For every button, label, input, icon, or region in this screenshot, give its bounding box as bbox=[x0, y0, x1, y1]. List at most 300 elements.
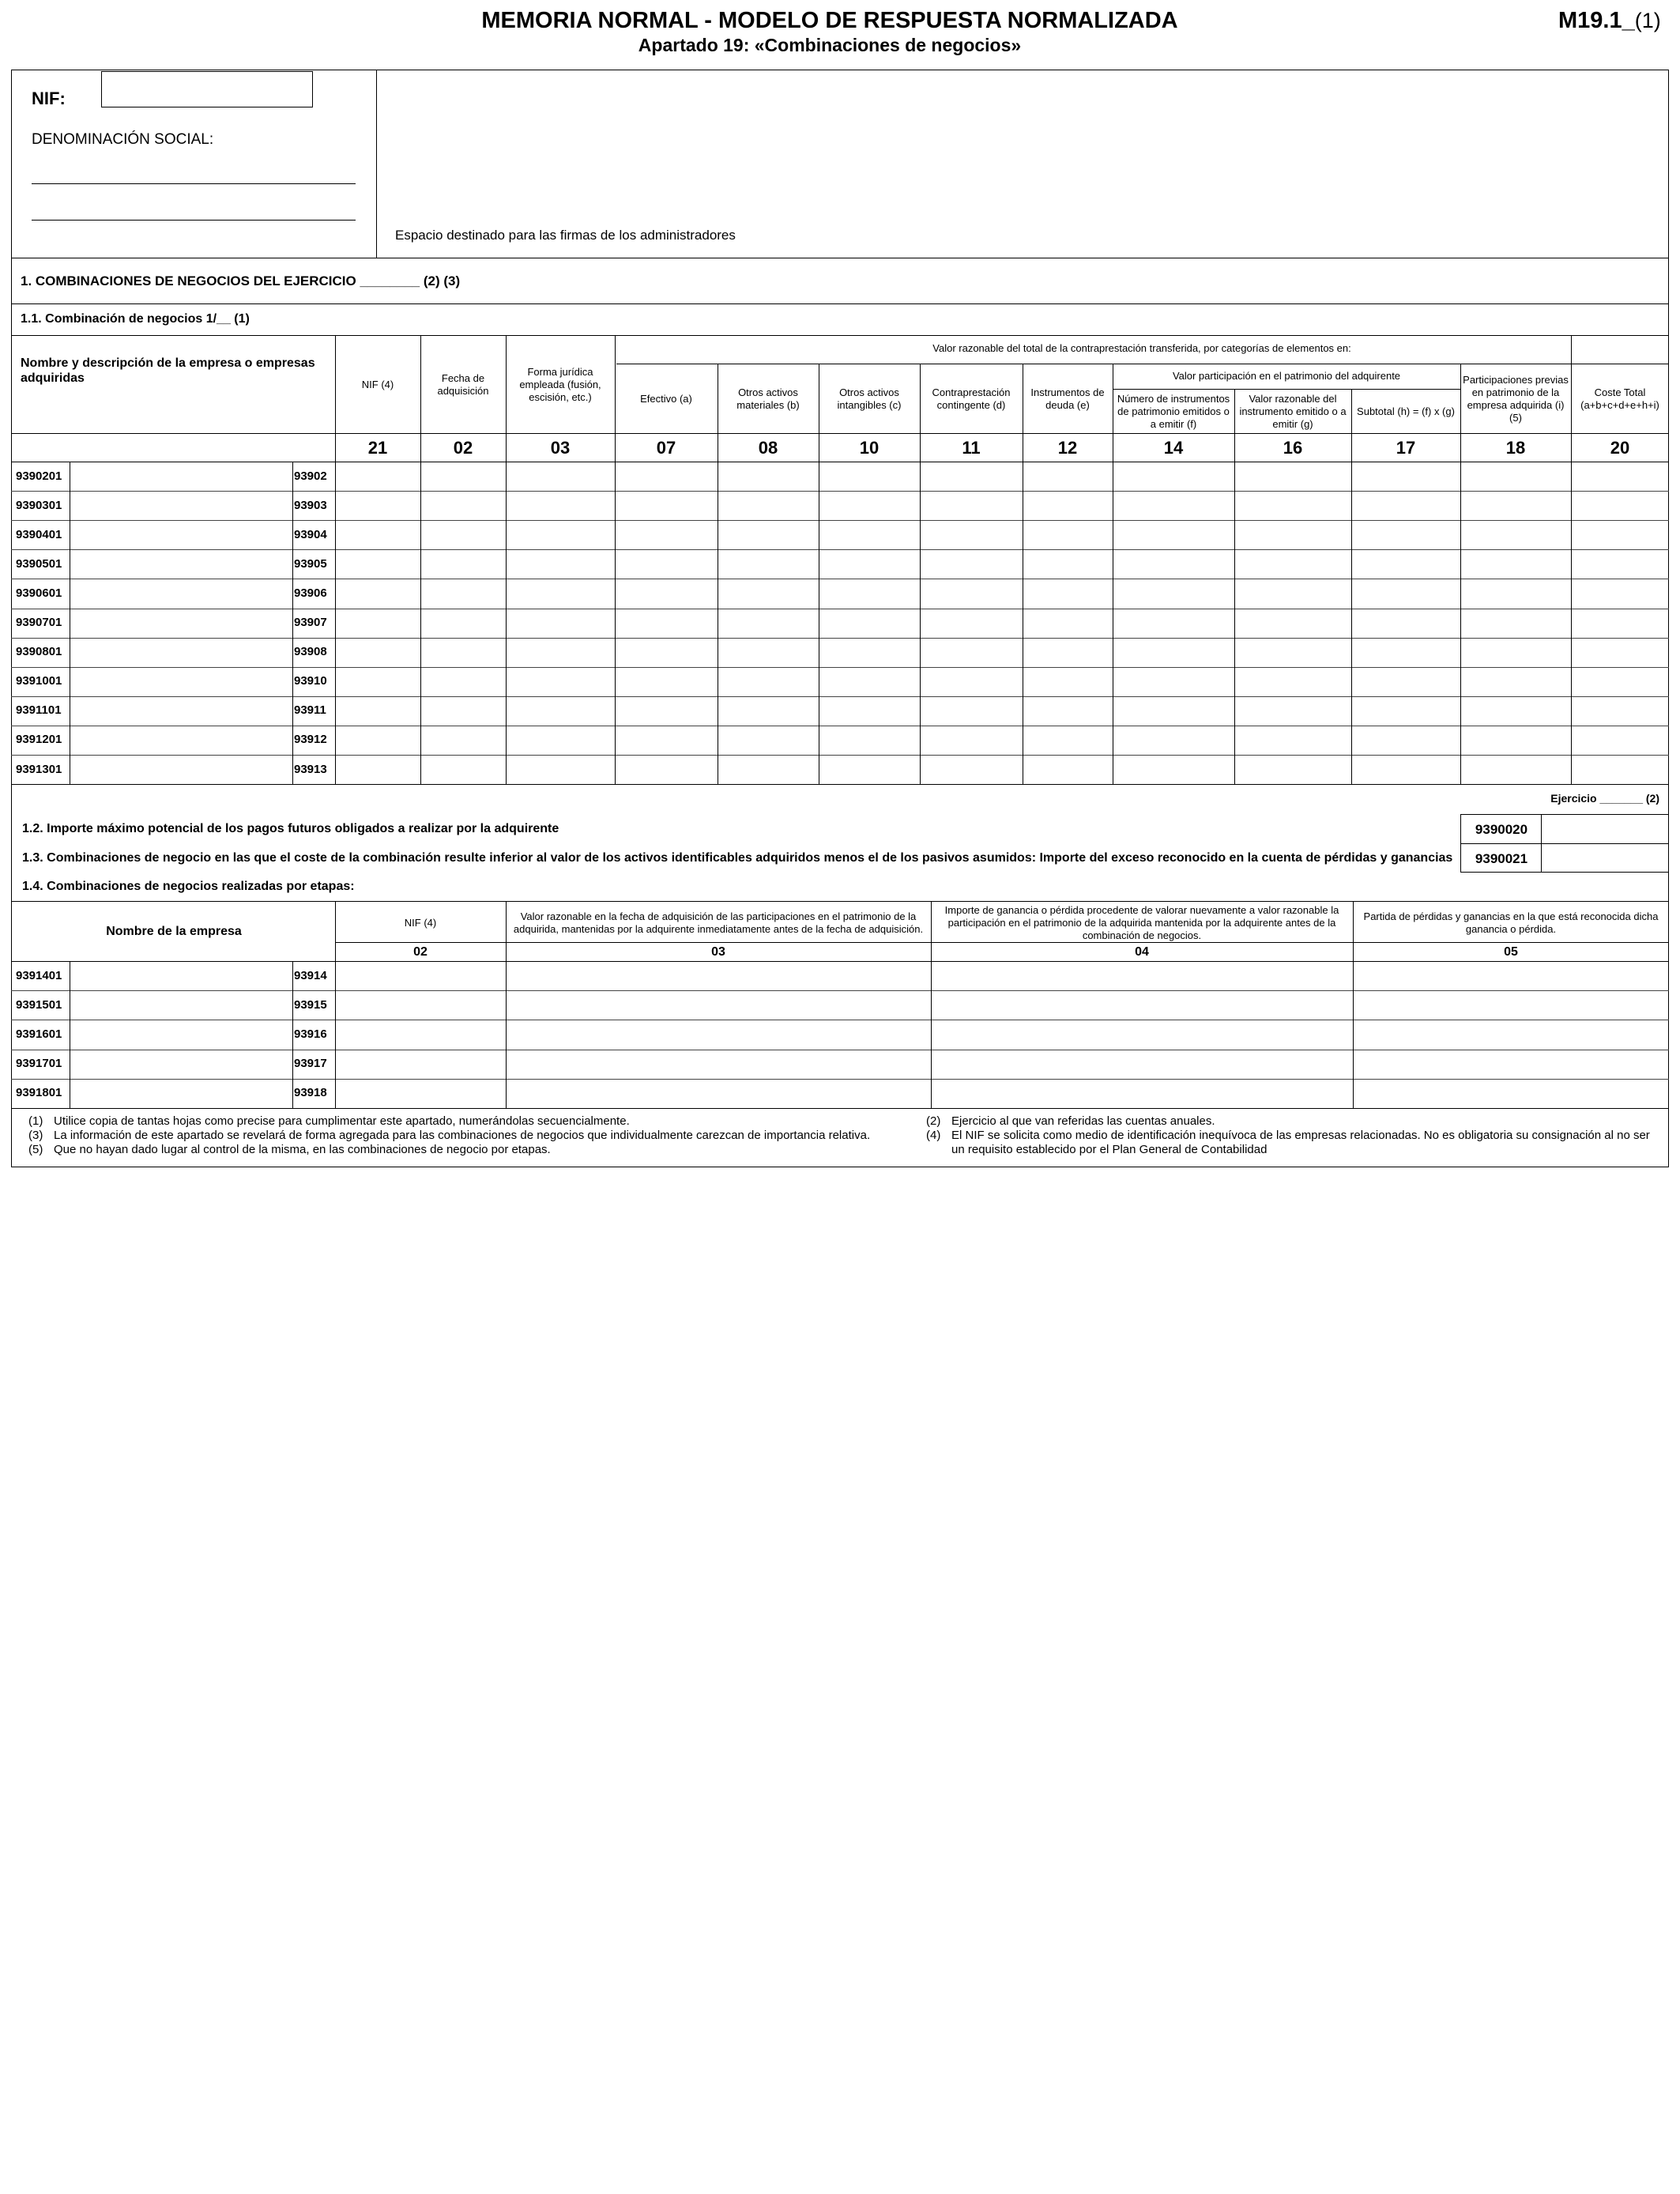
table1-patrimonio-line bbox=[1113, 389, 1460, 390]
table-cell-input[interactable] bbox=[616, 551, 716, 577]
table-cell-input[interactable] bbox=[1236, 551, 1350, 577]
table-cell-input[interactable] bbox=[337, 610, 419, 636]
row-code: 9391601 bbox=[16, 1027, 62, 1041]
column-line bbox=[1234, 389, 1235, 784]
table-cell-input[interactable] bbox=[507, 522, 613, 548]
table-cell-input[interactable] bbox=[932, 1080, 1351, 1106]
table-cell-input[interactable] bbox=[422, 639, 504, 665]
table-cell-input[interactable] bbox=[719, 727, 817, 753]
footnote-number: (3) bbox=[28, 1129, 43, 1142]
table1-col-code: 08 bbox=[758, 438, 778, 458]
row-code: 9390801 bbox=[16, 645, 62, 659]
table-cell-input[interactable] bbox=[1236, 610, 1350, 636]
table1-col-header: Contraprestación contingente (d) bbox=[932, 386, 1011, 411]
table-cell-input[interactable] bbox=[507, 992, 929, 1018]
table1-col-header: Coste Total (a+b+c+d+e+h+i) bbox=[1580, 386, 1659, 411]
table-cell-input[interactable] bbox=[616, 669, 716, 695]
company-name-field[interactable] bbox=[71, 610, 292, 636]
table-cell-input[interactable] bbox=[1573, 522, 1667, 548]
table-cell-input[interactable] bbox=[1236, 522, 1350, 548]
table-cell-input[interactable] bbox=[1114, 639, 1233, 665]
company-name-field[interactable] bbox=[71, 580, 292, 606]
table1-col-header: Subtotal (h) = (f) x (g) bbox=[1357, 405, 1455, 417]
table-cell-input[interactable] bbox=[719, 698, 817, 724]
company-name-field[interactable] bbox=[71, 669, 292, 695]
denominacion-line-1[interactable] bbox=[32, 183, 356, 184]
row-code: 9390401 bbox=[16, 527, 62, 541]
table-cell-input[interactable] bbox=[719, 580, 817, 606]
table-cell-input[interactable] bbox=[507, 669, 613, 695]
company-name-field[interactable] bbox=[71, 463, 292, 489]
nif-label: NIF: bbox=[32, 89, 66, 108]
table-cell-input[interactable] bbox=[921, 639, 1021, 665]
table-cell-input[interactable] bbox=[507, 1051, 929, 1077]
table-cell-input[interactable] bbox=[1024, 463, 1111, 489]
table-cell-input[interactable] bbox=[422, 551, 504, 577]
table1-col-header: Fecha de adquisición bbox=[437, 372, 489, 397]
table2-col-header: Valor razonable en la fecha de adquisición de las participaciones en el patrimonio de la adquirida, mantenidas por la adquirente inmediatamente antes de la fecha de adquisición. bbox=[513, 910, 924, 935]
table-cell-input[interactable] bbox=[337, 492, 419, 518]
table-cell-input[interactable] bbox=[616, 639, 716, 665]
table-cell-input[interactable] bbox=[1462, 639, 1569, 665]
table1-col-header: NIF (4) bbox=[361, 379, 394, 390]
sub12-title: 1.2. Importe máximo potencial de los pagos futuros obligados a realizar por la adquirente bbox=[22, 822, 559, 835]
table-cell-input[interactable] bbox=[1114, 727, 1233, 753]
row-code: 9391801 bbox=[16, 1086, 62, 1100]
table-cell-input[interactable] bbox=[932, 992, 1351, 1018]
table-cell-input[interactable] bbox=[1114, 756, 1233, 782]
table2-name-header: Nombre de la empresa bbox=[106, 924, 242, 938]
table-cell-input[interactable] bbox=[1462, 610, 1569, 636]
company-name-field[interactable] bbox=[71, 492, 292, 518]
table-cell-input[interactable] bbox=[422, 463, 504, 489]
table-cell-input[interactable] bbox=[507, 1021, 929, 1047]
company-name-field[interactable] bbox=[71, 963, 292, 989]
row-code: 9391701 bbox=[16, 1057, 62, 1071]
company-name-field[interactable] bbox=[71, 1021, 292, 1047]
table1-col-code: 17 bbox=[1396, 438, 1416, 458]
table1-col-code: 21 bbox=[367, 438, 388, 458]
table-cell-input[interactable] bbox=[337, 698, 419, 724]
table1-col-header: Otros activos intangibles (c) bbox=[837, 386, 902, 411]
table1-col-code: 11 bbox=[962, 438, 981, 458]
table-cell-input[interactable] bbox=[921, 610, 1021, 636]
table-cell-input[interactable] bbox=[1114, 492, 1233, 518]
table1-group-header: Valor razonable del total de la contraprestación transferida, por categorías de elementos en: bbox=[932, 342, 1351, 354]
table-cell-input[interactable] bbox=[616, 610, 716, 636]
table-cell-input[interactable] bbox=[1114, 669, 1233, 695]
row-code: 9390501 bbox=[16, 556, 62, 571]
company-name-field[interactable] bbox=[71, 698, 292, 724]
table1-col-header: Efectivo (a) bbox=[640, 393, 692, 405]
table-cell-input[interactable] bbox=[616, 522, 716, 548]
table-cell-input[interactable] bbox=[422, 522, 504, 548]
table-cell-input[interactable] bbox=[1354, 1021, 1667, 1047]
sub12-amount-field[interactable] bbox=[1543, 816, 1667, 843]
table-cell-input[interactable] bbox=[1462, 698, 1569, 724]
table-cell-input[interactable] bbox=[719, 492, 817, 518]
table-cell-input[interactable] bbox=[507, 727, 613, 753]
row-code: 9391301 bbox=[16, 762, 62, 776]
table-cell-input[interactable] bbox=[1462, 522, 1569, 548]
table1-col-code: 18 bbox=[1505, 438, 1526, 458]
table-cell-input[interactable] bbox=[337, 1021, 504, 1047]
table-cell-input[interactable] bbox=[1573, 463, 1667, 489]
table-cell-input[interactable] bbox=[921, 522, 1021, 548]
table1-bottom bbox=[11, 784, 1669, 785]
row-code: 9391201 bbox=[16, 733, 62, 747]
table-cell-input[interactable] bbox=[337, 580, 419, 606]
company-name-field[interactable] bbox=[71, 639, 292, 665]
footnote bbox=[926, 1114, 1661, 1129]
table1-col-header: Participaciones previas en patrimonio de la empresa adquirida (i) (5) bbox=[1463, 374, 1569, 424]
row-divider bbox=[11, 549, 1669, 550]
row-divider bbox=[11, 667, 1669, 668]
table-cell-input[interactable] bbox=[1462, 669, 1569, 695]
table-cell-input[interactable] bbox=[422, 492, 504, 518]
table-cell-input[interactable] bbox=[507, 756, 613, 782]
row-subcode: 93912 bbox=[294, 733, 327, 747]
column-line bbox=[506, 335, 507, 784]
table-cell-input[interactable] bbox=[1114, 610, 1233, 636]
table-cell-input[interactable] bbox=[1024, 551, 1111, 577]
table-cell-input[interactable] bbox=[719, 463, 817, 489]
row-subcode: 93906 bbox=[294, 586, 327, 600]
footnote-number: (5) bbox=[28, 1143, 43, 1156]
column-line bbox=[506, 901, 507, 1108]
sub12-code: 9390020 bbox=[1475, 821, 1528, 837]
table-cell-input[interactable] bbox=[1236, 580, 1350, 606]
table-cell-input[interactable] bbox=[1462, 463, 1569, 489]
table2-top bbox=[11, 901, 1669, 902]
table1-col-header: Número de instrumentos de patrimonio emitidos o a emitir (f) bbox=[1117, 393, 1230, 430]
table-cell-input[interactable] bbox=[1573, 580, 1667, 606]
table-cell-input[interactable] bbox=[337, 727, 419, 753]
table-cell-input[interactable] bbox=[820, 522, 918, 548]
table-cell-input[interactable] bbox=[921, 669, 1021, 695]
table-cell-input[interactable] bbox=[422, 727, 504, 753]
company-name-field[interactable] bbox=[71, 992, 292, 1018]
table-cell-input[interactable] bbox=[1236, 669, 1350, 695]
table-cell-input[interactable] bbox=[337, 669, 419, 695]
table1-col-code: 07 bbox=[656, 438, 676, 458]
row-code: 9391401 bbox=[16, 968, 62, 982]
footnote-text: Utilice copia de tantas hojas como precise para cumplimentar este apartado, numerándolas secuencialmente. bbox=[54, 1114, 630, 1128]
table-cell-input[interactable] bbox=[1573, 669, 1667, 695]
table1-col-header: Valor razonable del instrumento emitido o a emitir (g) bbox=[1239, 393, 1347, 430]
column-line bbox=[335, 335, 336, 784]
table-cell-input[interactable] bbox=[616, 698, 716, 724]
table-cell-input[interactable] bbox=[1573, 756, 1667, 782]
table-cell-input[interactable] bbox=[337, 639, 419, 665]
column-line bbox=[292, 961, 293, 1108]
divider-sub11 bbox=[11, 303, 1669, 304]
table1-col-code: 02 bbox=[453, 438, 473, 458]
row-subcode: 93910 bbox=[294, 674, 327, 688]
table-cell-input[interactable] bbox=[507, 698, 613, 724]
table-cell-input[interactable] bbox=[1462, 727, 1569, 753]
table-cell-input[interactable] bbox=[1573, 639, 1667, 665]
table-cell-input[interactable] bbox=[1236, 463, 1350, 489]
form-code-note: (1) bbox=[1634, 9, 1661, 32]
company-name-field[interactable] bbox=[71, 727, 292, 753]
table-cell-input[interactable] bbox=[1353, 727, 1459, 753]
table-cell-input[interactable] bbox=[1236, 639, 1350, 665]
row-code: 9390601 bbox=[16, 586, 62, 600]
row-subcode: 93907 bbox=[294, 616, 327, 630]
table-cell-input[interactable] bbox=[1353, 580, 1459, 606]
table-cell-input[interactable] bbox=[719, 610, 817, 636]
table-cell-input[interactable] bbox=[1024, 639, 1111, 665]
sub13-code: 9390021 bbox=[1475, 850, 1528, 866]
row-divider bbox=[11, 520, 1669, 521]
form-code-text: M19.1_ bbox=[1558, 8, 1635, 33]
table-cell-input[interactable] bbox=[1573, 610, 1667, 636]
table1-code-top bbox=[11, 433, 1669, 434]
table-cell-input[interactable] bbox=[1114, 463, 1233, 489]
table-cell-input[interactable] bbox=[1354, 963, 1667, 989]
table-cell-input[interactable] bbox=[1462, 580, 1569, 606]
table-cell-input[interactable] bbox=[507, 580, 613, 606]
company-name-field[interactable] bbox=[71, 756, 292, 782]
amount-box-split bbox=[1541, 814, 1542, 873]
row-divider bbox=[11, 1079, 1669, 1080]
table-cell-input[interactable] bbox=[1024, 610, 1111, 636]
page-subtitle: Apartado 19: «Combinaciones de negocios» bbox=[638, 35, 1022, 55]
table-cell-input[interactable] bbox=[1024, 698, 1111, 724]
table-cell-input[interactable] bbox=[507, 639, 613, 665]
row-code: 9390301 bbox=[16, 498, 62, 512]
table-cell-input[interactable] bbox=[719, 551, 817, 577]
column-line bbox=[1460, 364, 1461, 784]
table-cell-input[interactable] bbox=[337, 522, 419, 548]
table2-col-code: 02 bbox=[413, 945, 428, 959]
row-subcode: 93917 bbox=[294, 1057, 327, 1071]
table-cell-input[interactable] bbox=[932, 1051, 1351, 1077]
company-name-field[interactable] bbox=[71, 1080, 292, 1106]
table-cell-input[interactable] bbox=[1353, 492, 1459, 518]
table-cell-input[interactable] bbox=[1462, 492, 1569, 518]
row-subcode: 93908 bbox=[294, 645, 327, 659]
table-cell-input[interactable] bbox=[921, 551, 1021, 577]
table-cell-input[interactable] bbox=[337, 551, 419, 577]
table-cell-input[interactable] bbox=[616, 756, 716, 782]
table-cell-input[interactable] bbox=[820, 580, 918, 606]
table2-col-code: 05 bbox=[1504, 945, 1518, 959]
sub13-amount-field[interactable] bbox=[1543, 845, 1667, 872]
table2-code-top bbox=[335, 942, 1669, 943]
row-subcode: 93904 bbox=[294, 527, 327, 541]
id-divider bbox=[376, 70, 377, 258]
table-cell-input[interactable] bbox=[719, 639, 817, 665]
table-cell-input[interactable] bbox=[1354, 1051, 1667, 1077]
table-cell-input[interactable] bbox=[921, 698, 1021, 724]
footnotes-right bbox=[926, 1114, 1661, 1157]
table-cell-input[interactable] bbox=[1353, 551, 1459, 577]
footnote bbox=[28, 1143, 921, 1157]
table-cell-input[interactable] bbox=[820, 551, 918, 577]
table-cell-input[interactable] bbox=[507, 1080, 929, 1106]
footnote-text: La información de este apartado se revelará de forma agregada para las combinaciones de negocios que individualmente carezcan de importancia relativa. bbox=[54, 1129, 871, 1142]
table-cell-input[interactable] bbox=[1354, 1080, 1667, 1106]
table-cell-input[interactable] bbox=[1462, 756, 1569, 782]
row-subcode: 93916 bbox=[294, 1027, 327, 1041]
table1-col-code: 03 bbox=[550, 438, 571, 458]
table-cell-input[interactable] bbox=[422, 610, 504, 636]
amount-box-mid bbox=[1460, 843, 1669, 844]
table1-col-code: 10 bbox=[859, 438, 880, 458]
company-name-field[interactable] bbox=[71, 522, 292, 548]
column-line bbox=[1353, 901, 1354, 1108]
table-cell-input[interactable] bbox=[507, 551, 613, 577]
denominacion-line-2[interactable] bbox=[32, 220, 356, 221]
row-divider bbox=[11, 638, 1669, 639]
table-cell-input[interactable] bbox=[820, 727, 918, 753]
ejercicio-label: Ejercicio _______ (2) bbox=[1550, 792, 1659, 805]
table-cell-input[interactable] bbox=[507, 610, 613, 636]
table-cell-input[interactable] bbox=[1353, 522, 1459, 548]
table-cell-input[interactable] bbox=[820, 698, 918, 724]
table-cell-input[interactable] bbox=[932, 963, 1351, 989]
row-subcode: 93918 bbox=[294, 1086, 327, 1100]
table-cell-input[interactable] bbox=[719, 522, 817, 548]
signature-area[interactable] bbox=[378, 71, 1667, 256]
table-cell-input[interactable] bbox=[1353, 463, 1459, 489]
table1-col-code: 12 bbox=[1057, 438, 1078, 458]
row-divider bbox=[11, 755, 1669, 756]
table-cell-input[interactable] bbox=[1353, 756, 1459, 782]
table-cell-input[interactable] bbox=[1114, 522, 1233, 548]
table-cell-input[interactable] bbox=[337, 756, 419, 782]
table-cell-input[interactable] bbox=[820, 756, 918, 782]
table-cell-input[interactable] bbox=[1236, 698, 1350, 724]
table-cell-input[interactable] bbox=[921, 580, 1021, 606]
table-cell-input[interactable] bbox=[1024, 580, 1111, 606]
table-cell-input[interactable] bbox=[820, 639, 918, 665]
table-cell-input[interactable] bbox=[422, 756, 504, 782]
column-line bbox=[292, 462, 293, 784]
table-cell-input[interactable] bbox=[820, 463, 918, 489]
table-cell-input[interactable] bbox=[1236, 756, 1350, 782]
table-cell-input[interactable] bbox=[1024, 492, 1111, 518]
company-name-field[interactable] bbox=[71, 1051, 292, 1077]
footnotes-left bbox=[28, 1114, 921, 1157]
table1-top bbox=[11, 335, 1669, 336]
page-title: MEMORIA NORMAL - MODELO DE RESPUESTA NORMALIZADA bbox=[481, 8, 1178, 33]
table-cell-input[interactable] bbox=[507, 463, 613, 489]
table-cell-input[interactable] bbox=[1573, 551, 1667, 577]
table-cell-input[interactable] bbox=[1573, 727, 1667, 753]
table-cell-input[interactable] bbox=[921, 463, 1021, 489]
denominacion-label: DENOMINACIÓN SOCIAL: bbox=[32, 131, 214, 148]
column-line bbox=[1571, 335, 1572, 784]
table-cell-input[interactable] bbox=[1353, 639, 1459, 665]
company-name-field[interactable] bbox=[71, 551, 292, 577]
column-line bbox=[335, 901, 336, 1108]
table-cell-input[interactable] bbox=[1462, 551, 1569, 577]
footnote bbox=[28, 1114, 921, 1129]
table-cell-input[interactable] bbox=[337, 463, 419, 489]
table-cell-input[interactable] bbox=[616, 727, 716, 753]
row-subcode: 93905 bbox=[294, 556, 327, 571]
table-cell-input[interactable] bbox=[616, 580, 716, 606]
table-cell-input[interactable] bbox=[1573, 698, 1667, 724]
table1-col-code: 14 bbox=[1163, 438, 1184, 458]
table-cell-input[interactable] bbox=[507, 963, 929, 989]
column-line bbox=[931, 901, 932, 1108]
footnote bbox=[28, 1129, 921, 1143]
table-cell-input[interactable] bbox=[1353, 610, 1459, 636]
table-cell-input[interactable] bbox=[616, 463, 716, 489]
column-line bbox=[1351, 389, 1352, 784]
row-subcode: 93915 bbox=[294, 997, 327, 1012]
table-cell-input[interactable] bbox=[1114, 551, 1233, 577]
table-cell-input[interactable] bbox=[422, 669, 504, 695]
table1-col-header: Forma jurídica empleada (fusión, escisión, etc.) bbox=[519, 366, 601, 403]
table-cell-input[interactable] bbox=[719, 756, 817, 782]
table-cell-input[interactable] bbox=[1024, 727, 1111, 753]
table-cell-input[interactable] bbox=[1573, 492, 1667, 518]
table-cell-input[interactable] bbox=[1024, 756, 1111, 782]
table-cell-input[interactable] bbox=[820, 492, 918, 518]
table-cell-input[interactable] bbox=[337, 1080, 504, 1106]
table-cell-input[interactable] bbox=[337, 963, 504, 989]
table-cell-input[interactable] bbox=[932, 1021, 1351, 1047]
table-cell-input[interactable] bbox=[616, 492, 716, 518]
table1-patrimonio-header: Valor participación en el patrimonio del adquirente bbox=[1172, 370, 1401, 382]
table-cell-input[interactable] bbox=[1236, 727, 1350, 753]
row-divider bbox=[11, 696, 1669, 697]
table2-col-code: 04 bbox=[1135, 945, 1149, 959]
row-code: 9391001 bbox=[16, 674, 62, 688]
table-cell-input[interactable] bbox=[921, 727, 1021, 753]
table-cell-input[interactable] bbox=[1024, 522, 1111, 548]
table2-col-header: NIF (4) bbox=[404, 917, 437, 929]
form-code bbox=[1558, 8, 1661, 34]
section1-title: 1. COMBINACIONES DE NEGOCIOS DEL EJERCICIO ________ (2) (3) bbox=[21, 273, 461, 288]
table-cell-input[interactable] bbox=[422, 580, 504, 606]
table-cell-input[interactable] bbox=[719, 669, 817, 695]
table-cell-input[interactable] bbox=[921, 756, 1021, 782]
table-cell-input[interactable] bbox=[337, 992, 504, 1018]
table-cell-input[interactable] bbox=[1114, 580, 1233, 606]
table-cell-input[interactable] bbox=[1024, 669, 1111, 695]
table-cell-input[interactable] bbox=[1353, 669, 1459, 695]
table-cell-input[interactable] bbox=[820, 669, 918, 695]
table2-col-header: Importe de ganancia o pérdida procedente de valorar nuevamente a valor razonable la participación en el patrimonio de la adquirida mantenida por la adquirente antes de la combinación de negocios. bbox=[944, 904, 1339, 941]
table-cell-input[interactable] bbox=[1114, 698, 1233, 724]
table-cell-input[interactable] bbox=[337, 1051, 504, 1077]
column-line bbox=[615, 335, 616, 784]
table-cell-input[interactable] bbox=[1354, 992, 1667, 1018]
table1-col-header: Otros activos materiales (b) bbox=[736, 386, 800, 411]
table-cell-input[interactable] bbox=[820, 610, 918, 636]
table-cell-input[interactable] bbox=[422, 698, 504, 724]
table-cell-input[interactable] bbox=[1236, 492, 1350, 518]
table-cell-input[interactable] bbox=[507, 492, 613, 518]
row-code: 9390201 bbox=[16, 469, 62, 483]
table-cell-input[interactable] bbox=[921, 492, 1021, 518]
nif-field[interactable] bbox=[101, 71, 313, 107]
table2-col-code: 03 bbox=[711, 945, 725, 959]
table1-col-code: 16 bbox=[1283, 438, 1303, 458]
table1-name-header: Nombre y descripción de la empresa o empresas adquiridas bbox=[21, 356, 315, 385]
row-subcode: 93903 bbox=[294, 498, 327, 512]
table2-bottom bbox=[11, 1108, 1669, 1109]
table-cell-input[interactable] bbox=[1353, 698, 1459, 724]
footnote-text: Que no hayan dado lugar al control de la misma, en las combinaciones de negocio por etapas. bbox=[54, 1143, 551, 1156]
sub13-title: 1.3. Combinaciones de negocio en las que el coste de la combinación resulte inferior al valor de los activos identificables adquiridos menos el de los pasivos asumidos: Importe del exceso reconocido en la cuenta de pérdidas y ganancias bbox=[22, 851, 1453, 865]
